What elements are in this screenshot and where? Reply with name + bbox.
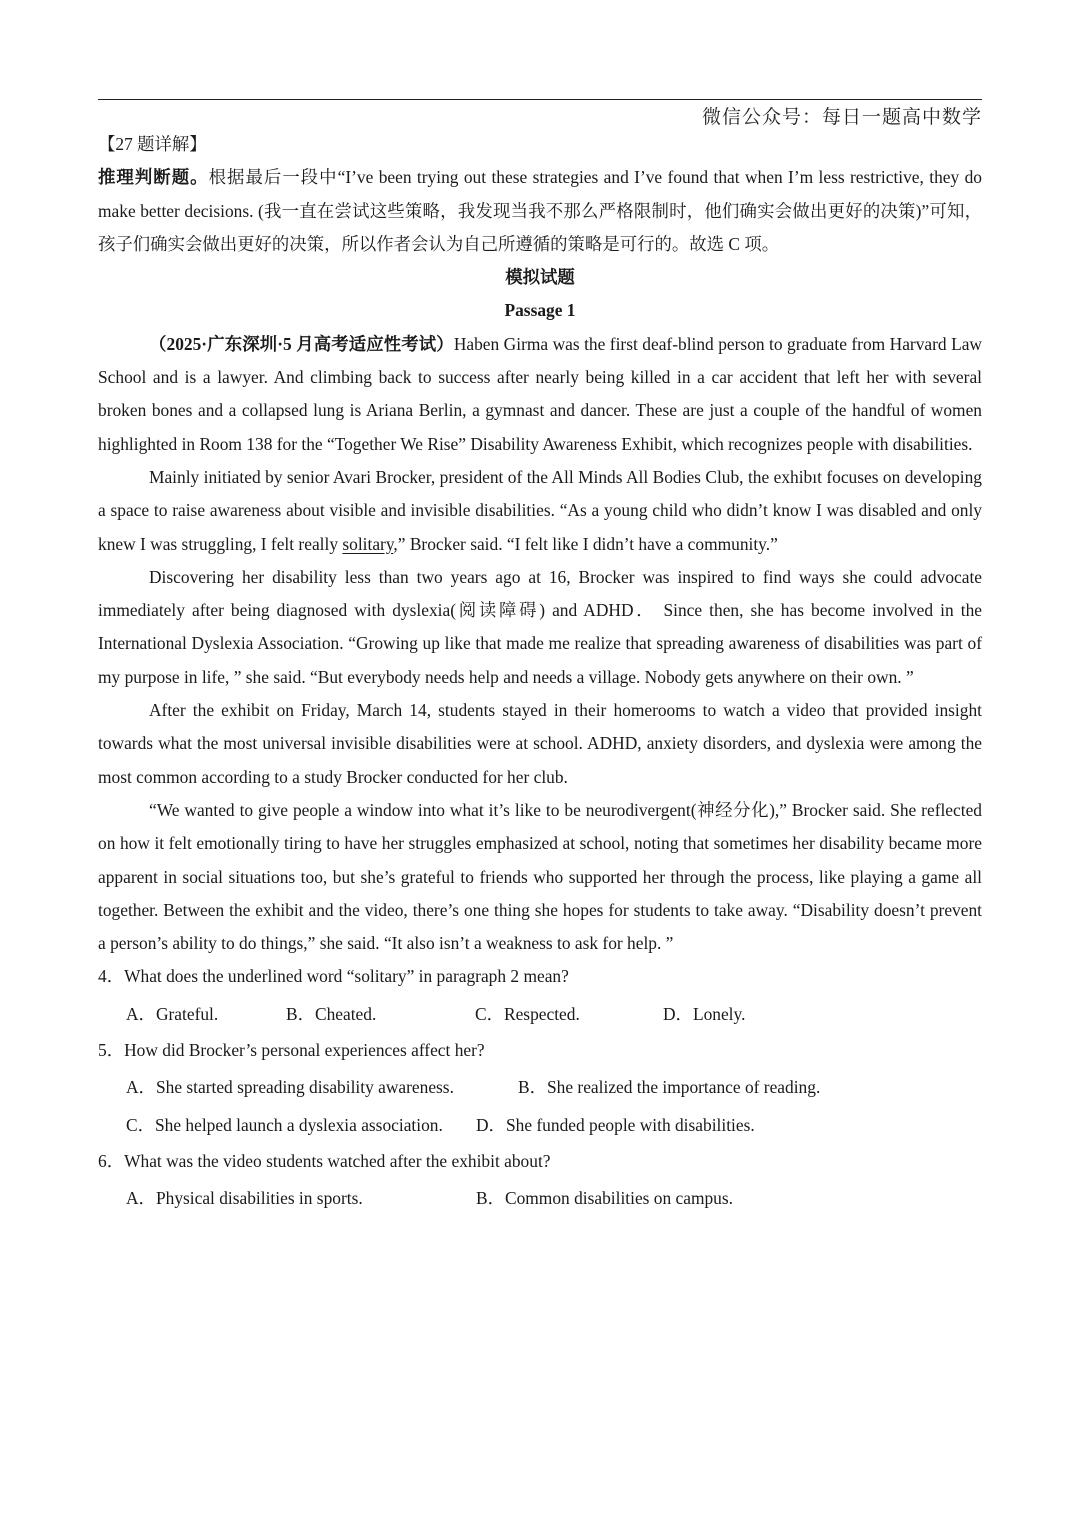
section-title: 模拟试题 xyxy=(505,267,575,288)
question-4-option-d: D．Lonely. xyxy=(663,1003,746,1024)
question-4-stem: 4．What does the underlined word “solitary” in paragraph 2 mean? xyxy=(98,966,569,987)
question-5-stem: 5．How did Brocker’s personal experiences affect her? xyxy=(98,1040,485,1061)
question-4-option-a: A．Grateful. xyxy=(126,1003,219,1024)
passage-paragraph-5: “We wanted to give people a window into what it’s like to be neurodivergent(神经分化),” Brocker said. She reflected on how it felt emotionally tiring to have her struggles emphasized at school, noting that sometimes her disability became more apparent in social situations too, but she’s grateful to friends who supported her through the process, like playing a game all together. Between the exhibit and the video, there’s one thing she hopes for students to take away. “Disability doesn’t prevent a person’s ability to do things,” she said. “It also isn’t a weakness to ask for help. ” xyxy=(98,799,982,954)
paragraph-1-text: Haben Girma was the first deaf-blind person to graduate from Harvard Law School and is a lawyer. And climbing back to success after nearly being killed in a car accident that left her with several broken bones and a collapsed lung is Ariana Berlin, a gymnast and dancer. These are just a couple of the handful of women highlighted in Room 138 for the “Together We Rise” Disability Awareness Exhibit, which recognizes people with disabilities. xyxy=(98,333,982,454)
paragraph-2-text-before: Mainly initiated by senior Avari Brocker, president of the All Minds All Bodies Club, the exhibıt focuses on developing a space to raise awareness about visible and invisible disabilities. “As a young child who didn’t know I was disabled and only knew I was struggling, I felt really xyxy=(98,466,982,554)
question-5-option-d: D．She funded people with disabilities. xyxy=(476,1114,755,1135)
passage-paragraph-3: Discovering her disability less than two years ago at 16, Brocker was inspired to find ways she could advocate immediately after being diagnosed with dyslexia(阅读障碍) and ADHD． Since then, she has become involved in the International Dyslexia Association. “Growing up like that made me realize that spreading awareness of disabilities was part of my purpose in life, ” she said. “But everybody needs help and needs a village. Nobody gets anywhere on their own. ” xyxy=(98,566,982,687)
explanation-title: 【27 题详解】 xyxy=(98,134,207,154)
explanation-lead: 推理判断题。 xyxy=(98,167,209,188)
question-6-option-b: B．Common disabilities on campus. xyxy=(476,1188,733,1209)
passage-paragraph-4: After the exhibit on Friday, March 14, students stayed in their homerooms to watch a video that provided insight towards what the most universal invisible disabilities were at school. ADHD, anxiety disorders, and dyslexia were among the most common according to a study Brocker conducted for her club. xyxy=(98,700,982,787)
question-4-options xyxy=(98,998,982,1031)
underlined-word-solitary: solitary xyxy=(342,533,394,554)
question-6-options xyxy=(98,1182,982,1215)
question-6-option-a: A．Physical disabilities in sports. xyxy=(126,1188,363,1209)
question-5-options-row-2 xyxy=(98,1109,982,1142)
question-4-option-c: C．Respected. xyxy=(475,1003,580,1024)
question-5-option-b: B．She realized the importance of reading. xyxy=(518,1077,821,1098)
question-5-options-row-1 xyxy=(98,1071,982,1104)
passage-title: Passage 1 xyxy=(504,300,576,321)
passage-source: （2025·广东深圳·5 月高考适应性考试） xyxy=(149,333,454,354)
question-5-option-a: A．She started spreading disability awareness. xyxy=(126,1077,454,1098)
wechat-header: 微信公众号：每日一题高中数学 xyxy=(701,106,982,128)
passage-paragraph-1 xyxy=(98,328,982,461)
passage-paragraph-2 xyxy=(98,461,982,561)
question-4-option-b: B．Cheated. xyxy=(286,1003,377,1024)
question-6-stem: 6．What was the video students watched after the exhibit about? xyxy=(98,1150,551,1171)
paragraph-2-text-after: ,” Brocker said. “I felt like I didn’t have a community.” xyxy=(393,533,778,554)
explanation-paragraph xyxy=(98,161,982,261)
question-5-option-c: C．She helped launch a dyslexia association. xyxy=(126,1114,443,1135)
explanation-body: 根据最后一段中“I’ve been trying out these strategies and I’ve found that when I’m less restrictive, they do make better decisions. (我一直在尝试这些策略，我发现当我不那么严格限制时，他们确实会做出更好的决策)”可知，孩子们确实会做出更好的决策，所以作者会认为自己所遵循的策略是可行的。故选 C 项。 xyxy=(98,167,982,254)
document-body xyxy=(98,128,982,1219)
header-divider xyxy=(98,99,982,100)
